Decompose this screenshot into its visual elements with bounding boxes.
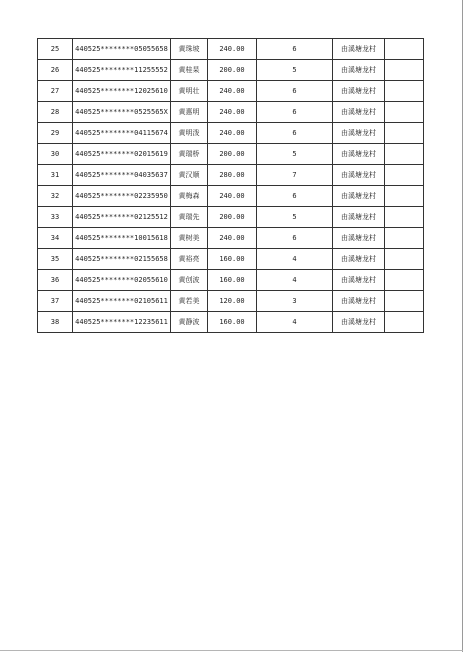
village-cell: 由溪塘龙村: [333, 165, 385, 186]
row-index-cell: 36: [38, 270, 73, 291]
name-cell: 黄瑞桥: [171, 144, 208, 165]
count-cell: 7: [257, 165, 333, 186]
id-number-cell: 440525********12235611: [73, 312, 171, 333]
id-number-cell: 440525********04035637: [73, 165, 171, 186]
name-cell: 黄汉顺: [171, 165, 208, 186]
village-cell: 由溪塘龙村: [333, 60, 385, 81]
id-number-cell: 440525********02055610: [73, 270, 171, 291]
village-cell: 由溪塘龙村: [333, 39, 385, 60]
id-number-cell: 440525********02235950: [73, 186, 171, 207]
row-index-cell: 35: [38, 249, 73, 270]
table-row: [38, 81, 424, 102]
note-cell: [385, 186, 424, 207]
area-cell: 160.00: [208, 249, 257, 270]
village-cell: 由溪塘龙村: [333, 270, 385, 291]
id-number-cell: 440525********02105611: [73, 291, 171, 312]
table-row: [38, 102, 424, 123]
name-cell: 黄静波: [171, 312, 208, 333]
row-index-cell: 27: [38, 81, 73, 102]
area-cell: 240.00: [208, 102, 257, 123]
row-index-cell: 29: [38, 123, 73, 144]
table-body: [38, 39, 424, 333]
name-cell: 黄惠明: [171, 102, 208, 123]
area-cell: 240.00: [208, 228, 257, 249]
row-index-cell: 38: [38, 312, 73, 333]
note-cell: [385, 291, 424, 312]
table-row: [38, 249, 424, 270]
note-cell: [385, 312, 424, 333]
count-cell: 4: [257, 312, 333, 333]
area-cell: 240.00: [208, 186, 257, 207]
table-row: [38, 39, 424, 60]
village-cell: 由溪塘龙村: [333, 228, 385, 249]
id-number-cell: 440525********0525565X: [73, 102, 171, 123]
id-number-cell: 440525********12025610: [73, 81, 171, 102]
note-cell: [385, 270, 424, 291]
name-cell: 黄桂杲: [171, 60, 208, 81]
area-cell: 120.00: [208, 291, 257, 312]
area-cell: 160.00: [208, 270, 257, 291]
count-cell: 6: [257, 186, 333, 207]
count-cell: 6: [257, 102, 333, 123]
row-index-cell: 28: [38, 102, 73, 123]
table-row: [38, 144, 424, 165]
village-cell: 由溪塘龙村: [333, 81, 385, 102]
note-cell: [385, 144, 424, 165]
table-row: [38, 165, 424, 186]
note-cell: [385, 228, 424, 249]
village-cell: 由溪塘龙村: [333, 144, 385, 165]
count-cell: 5: [257, 207, 333, 228]
count-cell: 4: [257, 270, 333, 291]
area-cell: 200.00: [208, 207, 257, 228]
id-number-cell: 440525********02125512: [73, 207, 171, 228]
name-cell: 黄瑞先: [171, 207, 208, 228]
name-cell: 黄珠坡: [171, 39, 208, 60]
count-cell: 6: [257, 123, 333, 144]
note-cell: [385, 165, 424, 186]
area-cell: 240.00: [208, 123, 257, 144]
area-cell: 240.00: [208, 39, 257, 60]
row-index-cell: 25: [38, 39, 73, 60]
row-index-cell: 34: [38, 228, 73, 249]
row-index-cell: 26: [38, 60, 73, 81]
row-index-cell: 30: [38, 144, 73, 165]
table-row: [38, 186, 424, 207]
area-cell: 160.00: [208, 312, 257, 333]
note-cell: [385, 249, 424, 270]
id-number-cell: 440525********02155658: [73, 249, 171, 270]
table-row: [38, 207, 424, 228]
count-cell: 6: [257, 39, 333, 60]
area-cell: 240.00: [208, 81, 257, 102]
table-row: [38, 123, 424, 144]
count-cell: 4: [257, 249, 333, 270]
id-number-cell: 440525********05055658: [73, 39, 171, 60]
note-cell: [385, 102, 424, 123]
name-cell: 黄梅森: [171, 186, 208, 207]
table-row: [38, 60, 424, 81]
village-cell: 由溪塘龙村: [333, 207, 385, 228]
row-index-cell: 31: [38, 165, 73, 186]
data-table: [37, 38, 424, 333]
count-cell: 5: [257, 144, 333, 165]
note-cell: [385, 207, 424, 228]
name-cell: 黄明壮: [171, 81, 208, 102]
row-index-cell: 33: [38, 207, 73, 228]
note-cell: [385, 60, 424, 81]
name-cell: 黄树美: [171, 228, 208, 249]
table-row: [38, 291, 424, 312]
note-cell: [385, 81, 424, 102]
name-cell: 黄若美: [171, 291, 208, 312]
village-cell: 由溪塘龙村: [333, 102, 385, 123]
note-cell: [385, 39, 424, 60]
page-right-edge: [462, 0, 463, 652]
id-number-cell: 440525********10015618: [73, 228, 171, 249]
note-cell: [385, 123, 424, 144]
name-cell: 黄创波: [171, 270, 208, 291]
village-cell: 由溪塘龙村: [333, 291, 385, 312]
count-cell: 6: [257, 81, 333, 102]
area-cell: 280.00: [208, 165, 257, 186]
table-row: [38, 270, 424, 291]
table-row: [38, 312, 424, 333]
village-cell: 由溪塘龙村: [333, 312, 385, 333]
name-cell: 黄裕亮: [171, 249, 208, 270]
id-number-cell: 440525********02015619: [73, 144, 171, 165]
row-index-cell: 37: [38, 291, 73, 312]
name-cell: 黄明泼: [171, 123, 208, 144]
count-cell: 5: [257, 60, 333, 81]
area-cell: 200.00: [208, 144, 257, 165]
table-row: [38, 228, 424, 249]
village-cell: 由溪塘龙村: [333, 249, 385, 270]
id-number-cell: 440525********04115674: [73, 123, 171, 144]
count-cell: 3: [257, 291, 333, 312]
area-cell: 200.00: [208, 60, 257, 81]
page-bottom-edge: [0, 650, 463, 651]
row-index-cell: 32: [38, 186, 73, 207]
village-cell: 由溪塘龙村: [333, 123, 385, 144]
village-cell: 由溪塘龙村: [333, 186, 385, 207]
id-number-cell: 440525********11255552: [73, 60, 171, 81]
count-cell: 6: [257, 228, 333, 249]
